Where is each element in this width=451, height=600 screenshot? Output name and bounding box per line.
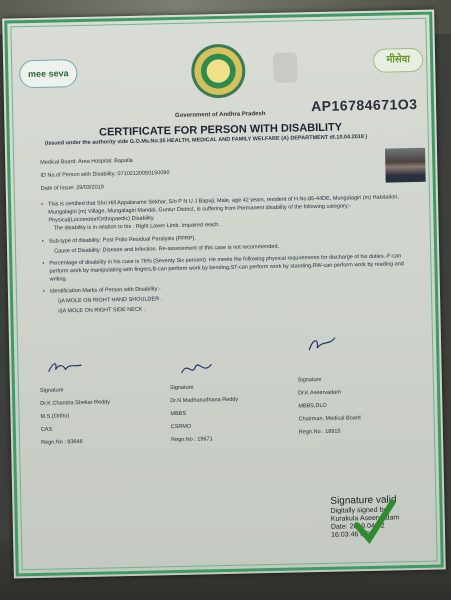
date-of-issue: Date of Issue: 29/03/2019 [40, 184, 104, 192]
certificate-title: CERTIFICATE FOR PERSON WITH DISABILITY [98, 121, 343, 139]
certificate-number: AP16784671O3 [310, 95, 418, 115]
government-label: Government of Andhra Pradesh [174, 111, 266, 119]
signatory-qualification: MBBS,DLO [298, 402, 327, 410]
signature-mark-3 [303, 334, 343, 355]
signature-label: Signature [297, 376, 322, 384]
signatory-qualification: MBBS [170, 410, 187, 418]
signatory-role: Chairman, Medical Board [298, 415, 361, 423]
id-number: ID No.of Person with Disability: 07102120050150090 [40, 170, 170, 179]
disability-percentage: • Percentage of disability in his case is 76% (Seventy Six percent). He meets the following physical requirements for discharge of his duties.-F-can perform work by manipulating with fingers,B-can perform work by bending,ST-can perform work by standing,RW-can perform work by reading and writing. [49, 252, 419, 284]
state-seal-icon [273, 52, 298, 82]
certified-statement: • This is certified that Shri Hill Appalarame Sekhar, S/o P N U J Bapuji, Male, age 42 years, resident of H.No.85-44DE, Mungalagiri (m) Habitation, Mungalagiri (m) Village, Mungalagiri Mandal, Guntur District, is suffering from Permanent disability of the following category:- Physical(Locomotor/Orthopaedic) Disability. [48, 193, 418, 225]
signatory-regn: Regn.No : 83646 [41, 438, 83, 446]
signatory-role: CAS [40, 426, 53, 433]
signature-label: Signature [39, 387, 64, 394]
signatory-regn: Regn.No : 19671 [170, 436, 213, 444]
valid-check-icon [352, 498, 397, 545]
signature-label: Signature [169, 384, 194, 392]
identification-mark-2: ii)A MOLE ON RIGHT SIDE NECK . [58, 306, 146, 315]
disability-relation: The disability is in relation to his : Right Lower Limb. Impaired reach. [53, 222, 220, 232]
person-photo [385, 148, 426, 183]
signature-block-1 [40, 382, 171, 450]
signatory-regn: Regn.No : 18915 [298, 428, 341, 436]
signature-block-2 [170, 379, 301, 447]
signatory-name: Dr.N Madhusudhana Reddy [170, 396, 239, 405]
medical-board: Medical Board: Area Hospital, Bapatla [40, 157, 133, 166]
signature-block-3 [298, 372, 429, 440]
signature-mark-1 [45, 357, 85, 378]
digital-sig-line-2: Kurakula Aseervadam [330, 514, 400, 523]
meeseva-telugu-logo: मीसेवा [373, 48, 423, 73]
identification-mark-1: i)A MOLE ON RIGHT HAND SHOULDER . [58, 296, 163, 305]
certificate-subtitle: (Issued under the authority vide G.O.Ms.No.35 HEALTH, MEDICAL AND FAMILY WELFARE (A) DEPARTMENT dt.10.04.2018 ) [44, 133, 368, 147]
disability-subtype: • Sub-type of disability: Post Polio Residual Paralysis (PPRP). [49, 230, 419, 246]
digital-sig-line-4: 16:03:46 PDT [331, 530, 375, 539]
signatory-qualification: M.S.(Ortho) [40, 413, 70, 420]
identification-label: • Identification Marks of Person with Disability:- [50, 280, 420, 296]
signatory-name: Dr.K Aseervadam [298, 389, 341, 397]
digital-sig-line-3: Date: 2019.04.02 [330, 522, 385, 531]
meeseva-logo: mee seva [19, 59, 78, 88]
disability-cause: Cause of Disability: Disease and Infection. Re-assessment of this case is not recommended. [54, 243, 280, 255]
signature-mark-2 [177, 358, 217, 379]
signature-valid-label: Signature valid [330, 494, 397, 507]
digital-sig-line-1: Digitally signed by [330, 506, 388, 515]
signatory-role: CSRMO [170, 423, 192, 431]
certificate-paper [2, 10, 446, 579]
signatory-name: Dr.K Chandra Shekar Reddy [40, 399, 111, 407]
